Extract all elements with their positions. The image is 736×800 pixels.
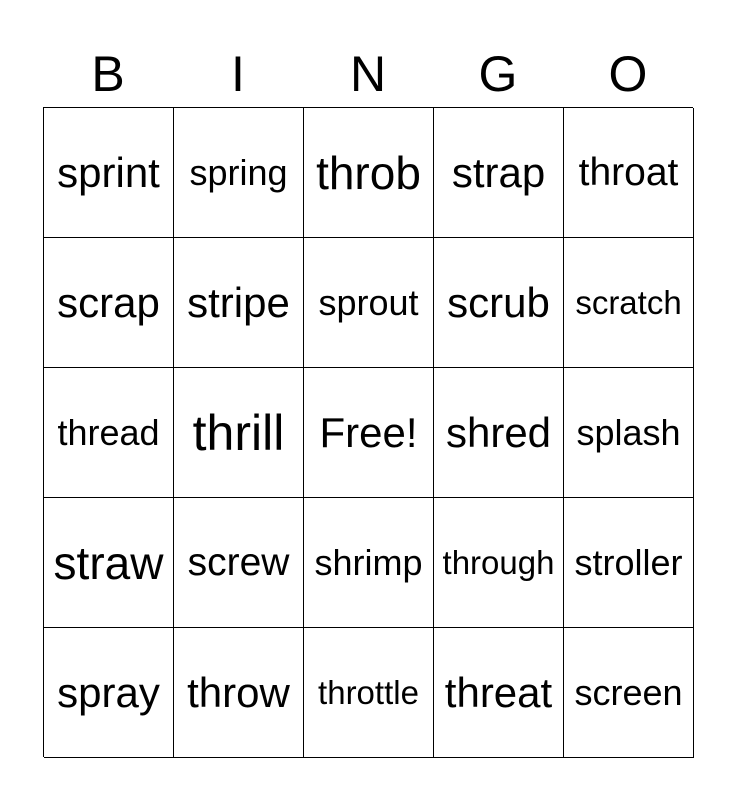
- free-space-cell: Free!: [304, 368, 434, 498]
- header-letter-i: I: [231, 46, 245, 102]
- bingo-cell: scrub: [434, 238, 564, 368]
- bingo-cell: screw: [174, 498, 304, 628]
- bingo-cell: straw: [44, 498, 174, 628]
- bingo-cell: shred: [434, 368, 564, 498]
- bingo-cell: strap: [434, 108, 564, 238]
- bingo-cell: sprint: [44, 108, 174, 238]
- bingo-cell: spray: [44, 628, 174, 758]
- bingo-cell: throttle: [304, 628, 434, 758]
- bingo-cell: through: [434, 498, 564, 628]
- bingo-cell: thrill: [174, 368, 304, 498]
- header-letter-g: G: [478, 46, 518, 102]
- bingo-cell: stroller: [564, 498, 694, 628]
- bingo-cell: throb: [304, 108, 434, 238]
- bingo-cell: shrimp: [304, 498, 434, 628]
- bingo-cell: screen: [564, 628, 694, 758]
- bingo-cell: stripe: [174, 238, 304, 368]
- bingo-cell: threat: [434, 628, 564, 758]
- bingo-cell: sprout: [304, 238, 434, 368]
- bingo-header: [43, 40, 693, 108]
- bingo-cell: scrap: [44, 238, 174, 368]
- bingo-cell: throat: [564, 108, 694, 238]
- bingo-cell: spring: [174, 108, 304, 238]
- header-letter-b: B: [91, 46, 125, 102]
- header-letter-o: O: [608, 46, 648, 102]
- bingo-cell: splash: [564, 368, 694, 498]
- bingo-cell: throw: [174, 628, 304, 758]
- header-letter-n: N: [349, 46, 387, 102]
- bingo-cell: thread: [44, 368, 174, 498]
- bingo-board: [43, 107, 693, 757]
- bingo-cell: scratch: [564, 238, 694, 368]
